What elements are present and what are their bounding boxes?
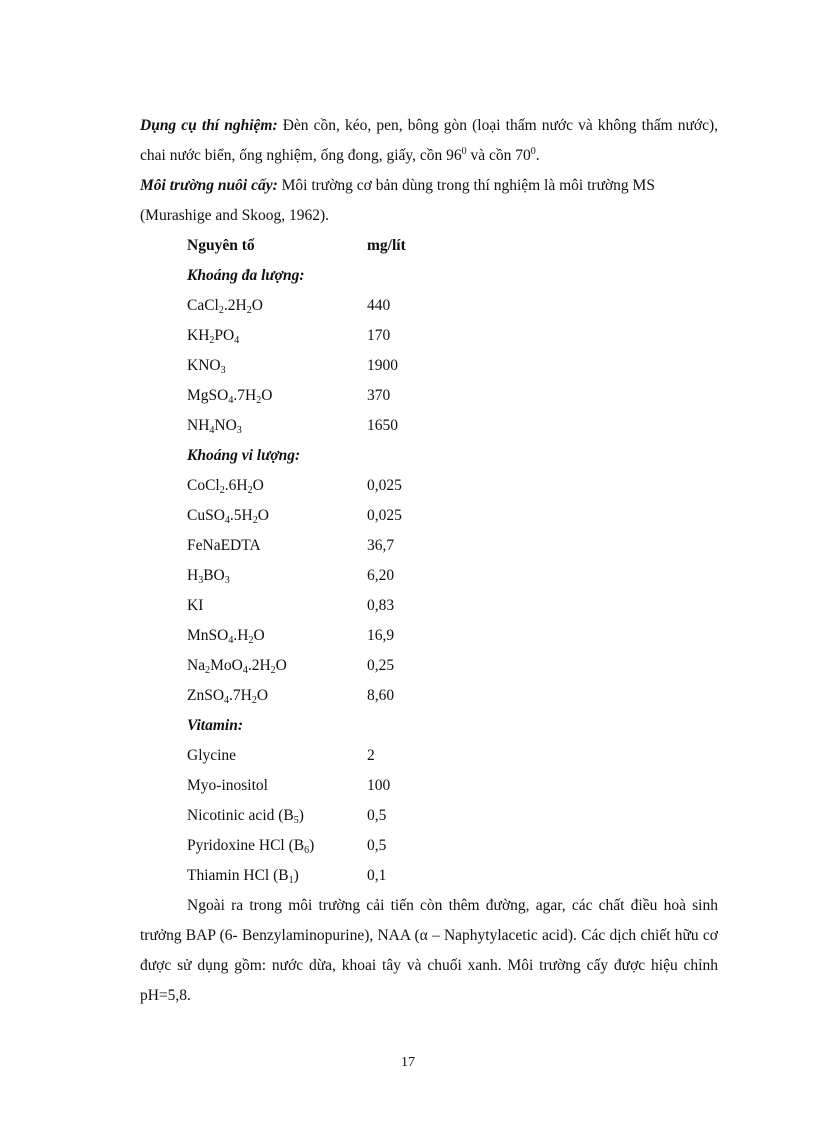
header-element: Nguyên tố: [187, 237, 255, 254]
equipment-text: Đèn cồn, kéo, pen, bông gòn (loại thấm nước và không thấm nước), chai nước biển, ống nghiệm, ống đong, giấy, cồn 96: [140, 117, 718, 164]
outro-paragraph: Ngoài ra trong môi trường cải tiến còn thêm đường, agar, các chất điều hoà sinh trưởng BAP (6- Benzylaminopurine), NAA (α – Naphytylacetic acid). Các dịch chiết hữu cơ được sử dụng gồm: nước dừa, khoai tây và chuối xanh. Môi trường cấy được hiệu chỉnh pH=5,8.: [140, 897, 718, 1004]
medium-text: Môi trường cơ bản dùng trong thí nghiệm là môi trường MS: [281, 177, 655, 194]
micro-section-title: Khoáng vi lượng:: [187, 447, 301, 464]
medium-citation: (Murashige and Skoog, 1962).: [140, 207, 329, 224]
medium-label: Môi trường nuôi cấy:: [140, 177, 278, 194]
header-value: mg/lít: [367, 237, 406, 254]
macro-section-title: Khoáng đa lượng:: [187, 267, 305, 284]
medium-paragraph: [140, 171, 718, 231]
vitamin-section-title: Vitamin:: [187, 717, 243, 734]
page-number: 17: [401, 1055, 415, 1070]
equipment-paragraph: Dụng cụ thí nghiệm: Đèn cồn, kéo, pen, bông gòn (loại thấm nước và không thấm nước), chai nước biển, ống nghiệm, ống đong, giấy, cồn $96^0$ và cồn $70^0$.: [140, 117, 718, 164]
equipment-label: Dụng cụ thí nghiệm:: [140, 117, 278, 134]
